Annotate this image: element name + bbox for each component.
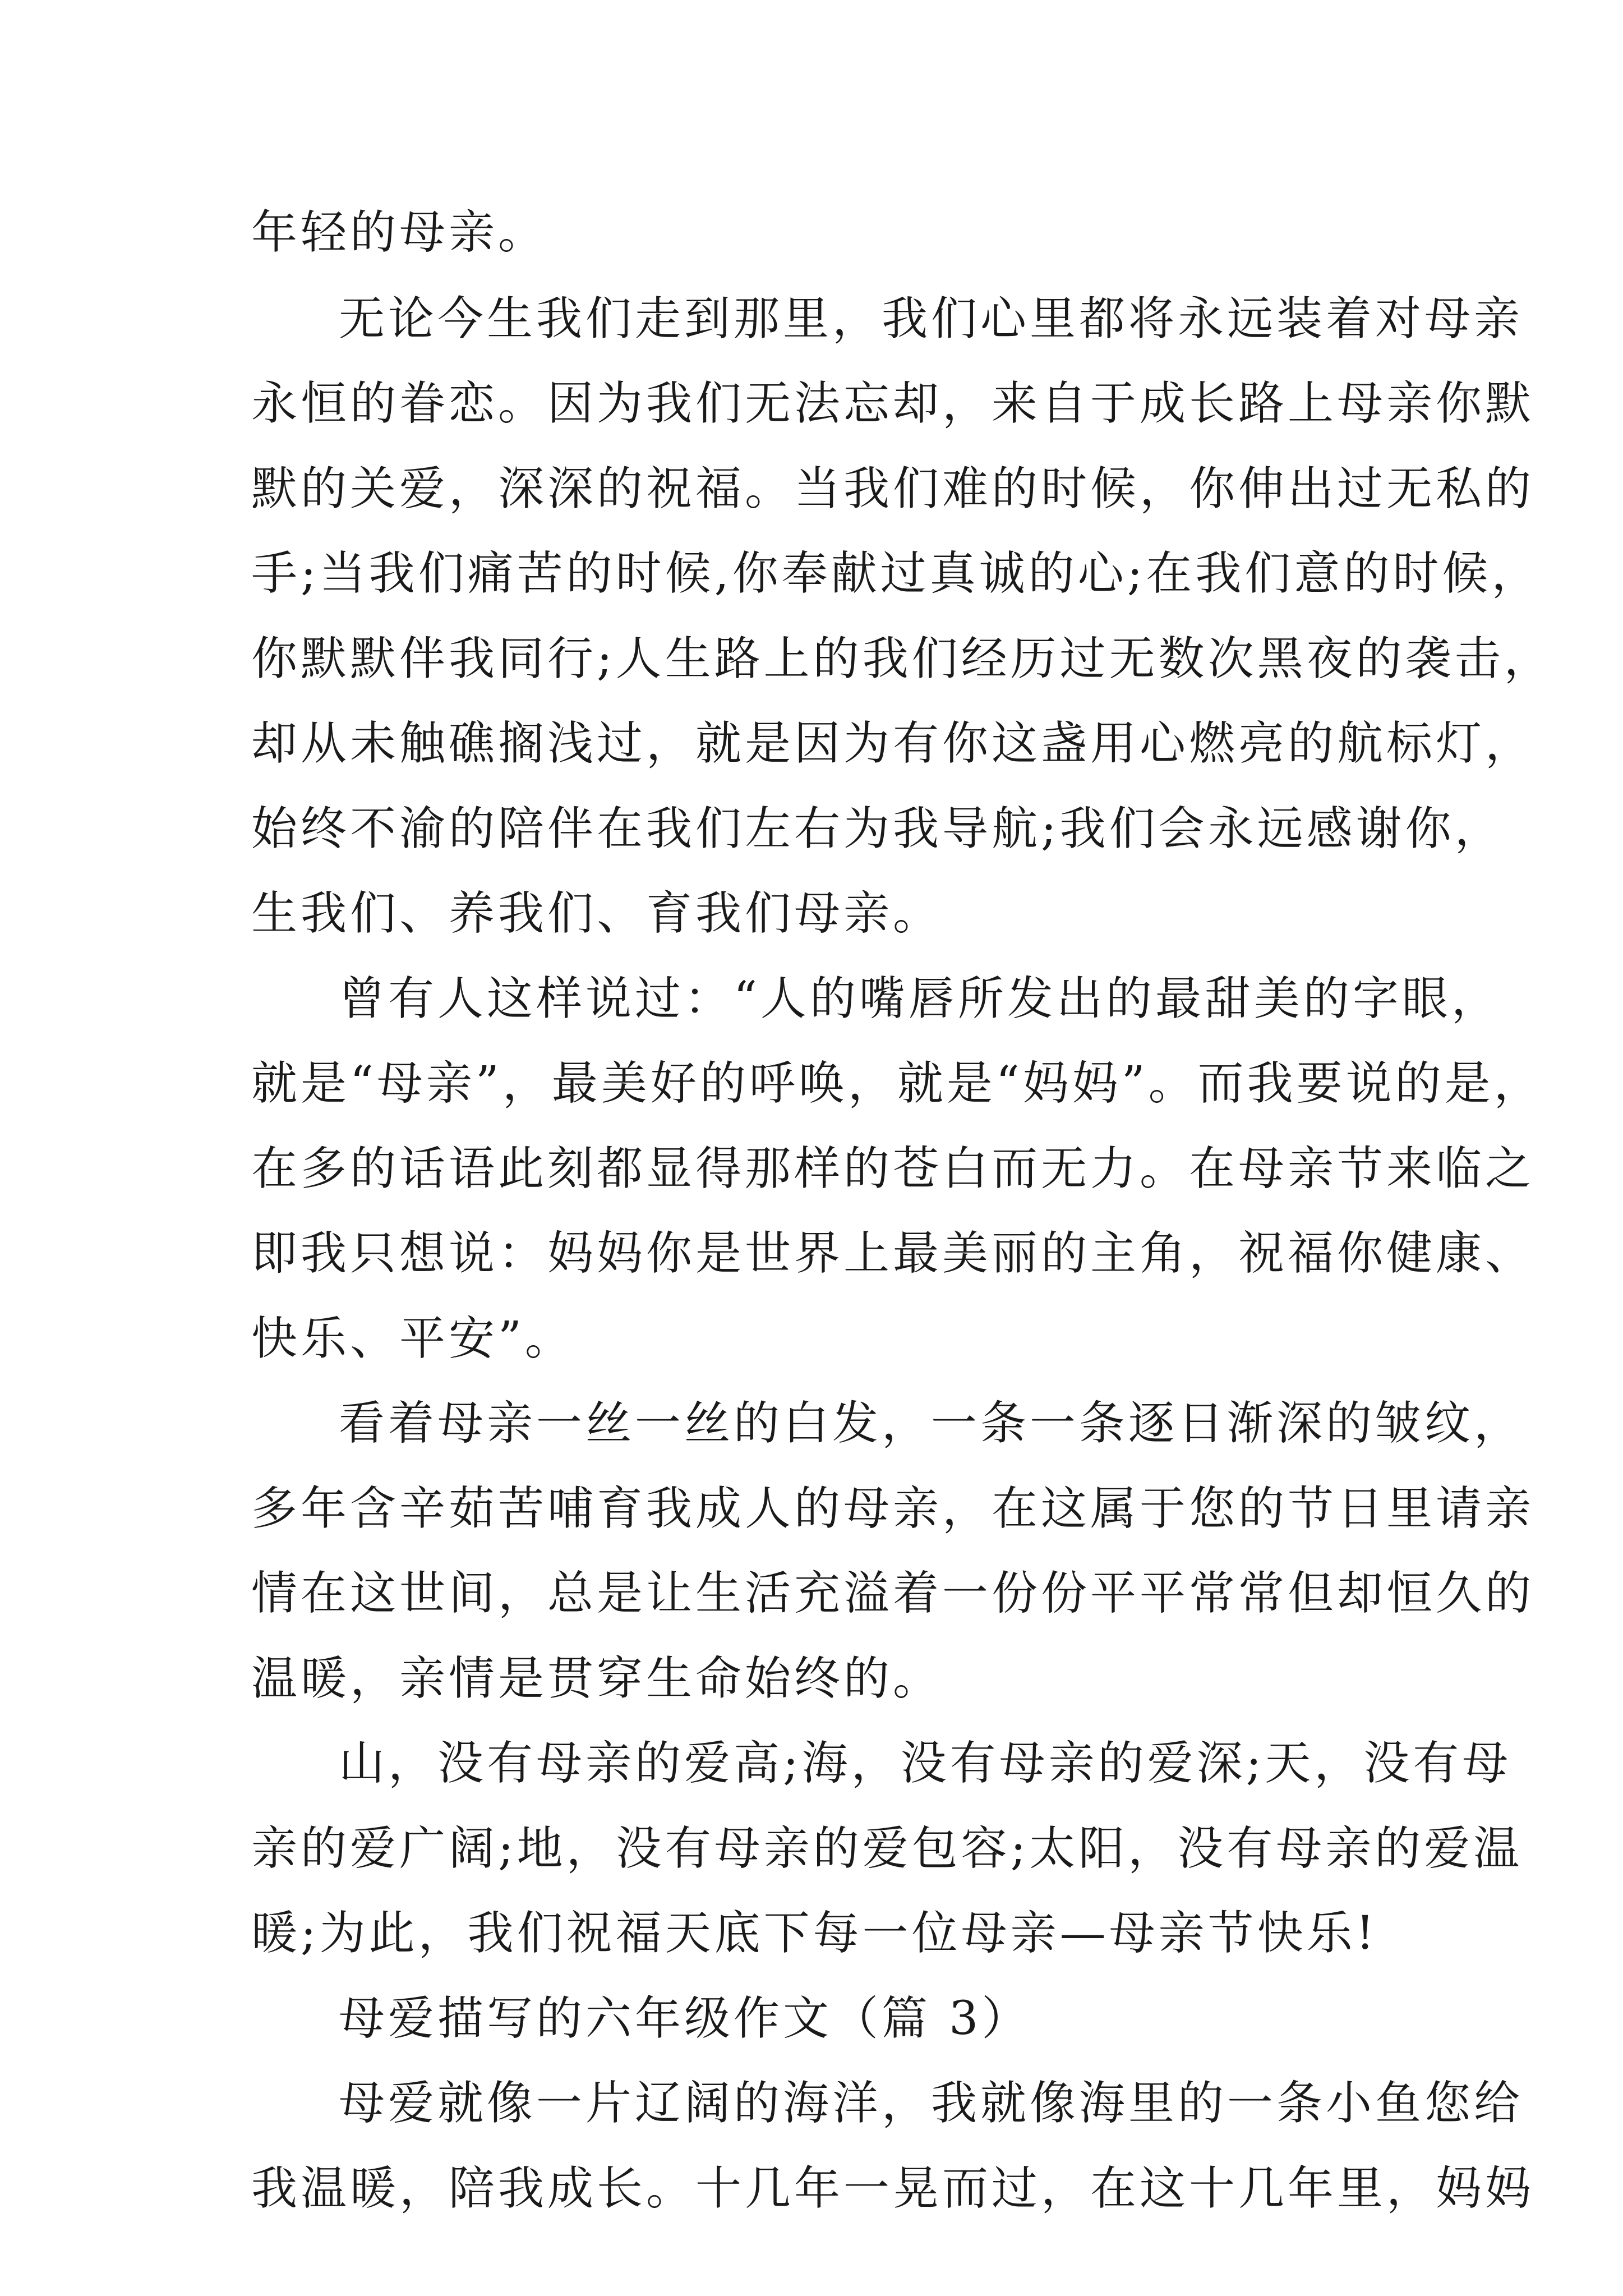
text-line: 亲的爱广阔;地，没有母亲的爱包容;太阳，没有母亲的爱温: [251, 1822, 1523, 1875]
text-line: 却从未触礁搁浅过，就是因为有你这盏用心燃亮的航标灯，: [251, 717, 1535, 770]
text-line: 始终不渝的陪伴在我们左右为我导航;我们会永远感谢你，: [251, 802, 1504, 855]
paragraph-first-line: 无论今生我们走到那里，我们心里都将永远装着对母亲: [339, 292, 1524, 346]
text-line: 多年含辛茹苦哺育我成人的母亲，在这属于您的节日里请亲: [251, 1482, 1535, 1535]
text-line: 年轻的母亲。: [251, 206, 548, 259]
text-line: 暖;为此，我们祝福天底下每一位母亲—母亲节快乐!: [251, 1907, 1378, 1960]
section-heading: 母爱描写的六年级作文（篇 3）: [339, 1992, 1031, 2045]
paragraph-first-line: 母爱就像一片辽阔的海洋，我就像海里的一条小鱼您给: [339, 2077, 1524, 2130]
text-line: 默的关爱，深深的祝福。当我们难的时候，你伸出过无私的: [251, 462, 1535, 516]
text-line: 你默默伴我同行;人生路上的我们经历过无数次黑夜的袭击，: [251, 632, 1553, 685]
text-line: 生我们、养我们、育我们母亲。: [251, 887, 943, 940]
text-line: 永恒的眷恋。因为我们无法忘却，来自于成长路上母亲你默: [251, 377, 1535, 430]
text-line: 快乐、平安”。: [251, 1312, 574, 1365]
text-line: 情在这世间，总是让生活充溢着一份份平平常常但却恒久的: [251, 1567, 1535, 1620]
text-line: 手;当我们痛苦的时候,你奉献过真诚的心;在我们意的时候，: [251, 547, 1541, 600]
paragraph-first-line: 山，没有母亲的爱高;海，没有母亲的爱深;天，没有母: [339, 1737, 1512, 1790]
text-line: 温暖，亲情是贯穿生命始终的。: [251, 1652, 943, 1705]
text-line: 在多的话语此刻都显得那样的苍白而无力。在母亲节来临之: [251, 1142, 1535, 1195]
paragraph-first-line: 看着母亲一丝一丝的白发，一条一条逐日渐深的皱纹，: [339, 1397, 1524, 1450]
paragraph-first-line: 曾有人这样说过：“人的嘴唇所发出的最甜美的字眼，: [339, 972, 1501, 1025]
text-line: 我温暖，陪我成长。十几年一晃而过，在这十几年里，妈妈: [251, 2162, 1535, 2215]
text-line: 就是“母亲”，最美好的呼唤，就是“妈妈”。而我要说的是，: [251, 1057, 1543, 1110]
text-line: 即我只想说：妈妈你是世界上最美丽的主角，祝福你健康、: [251, 1227, 1535, 1280]
